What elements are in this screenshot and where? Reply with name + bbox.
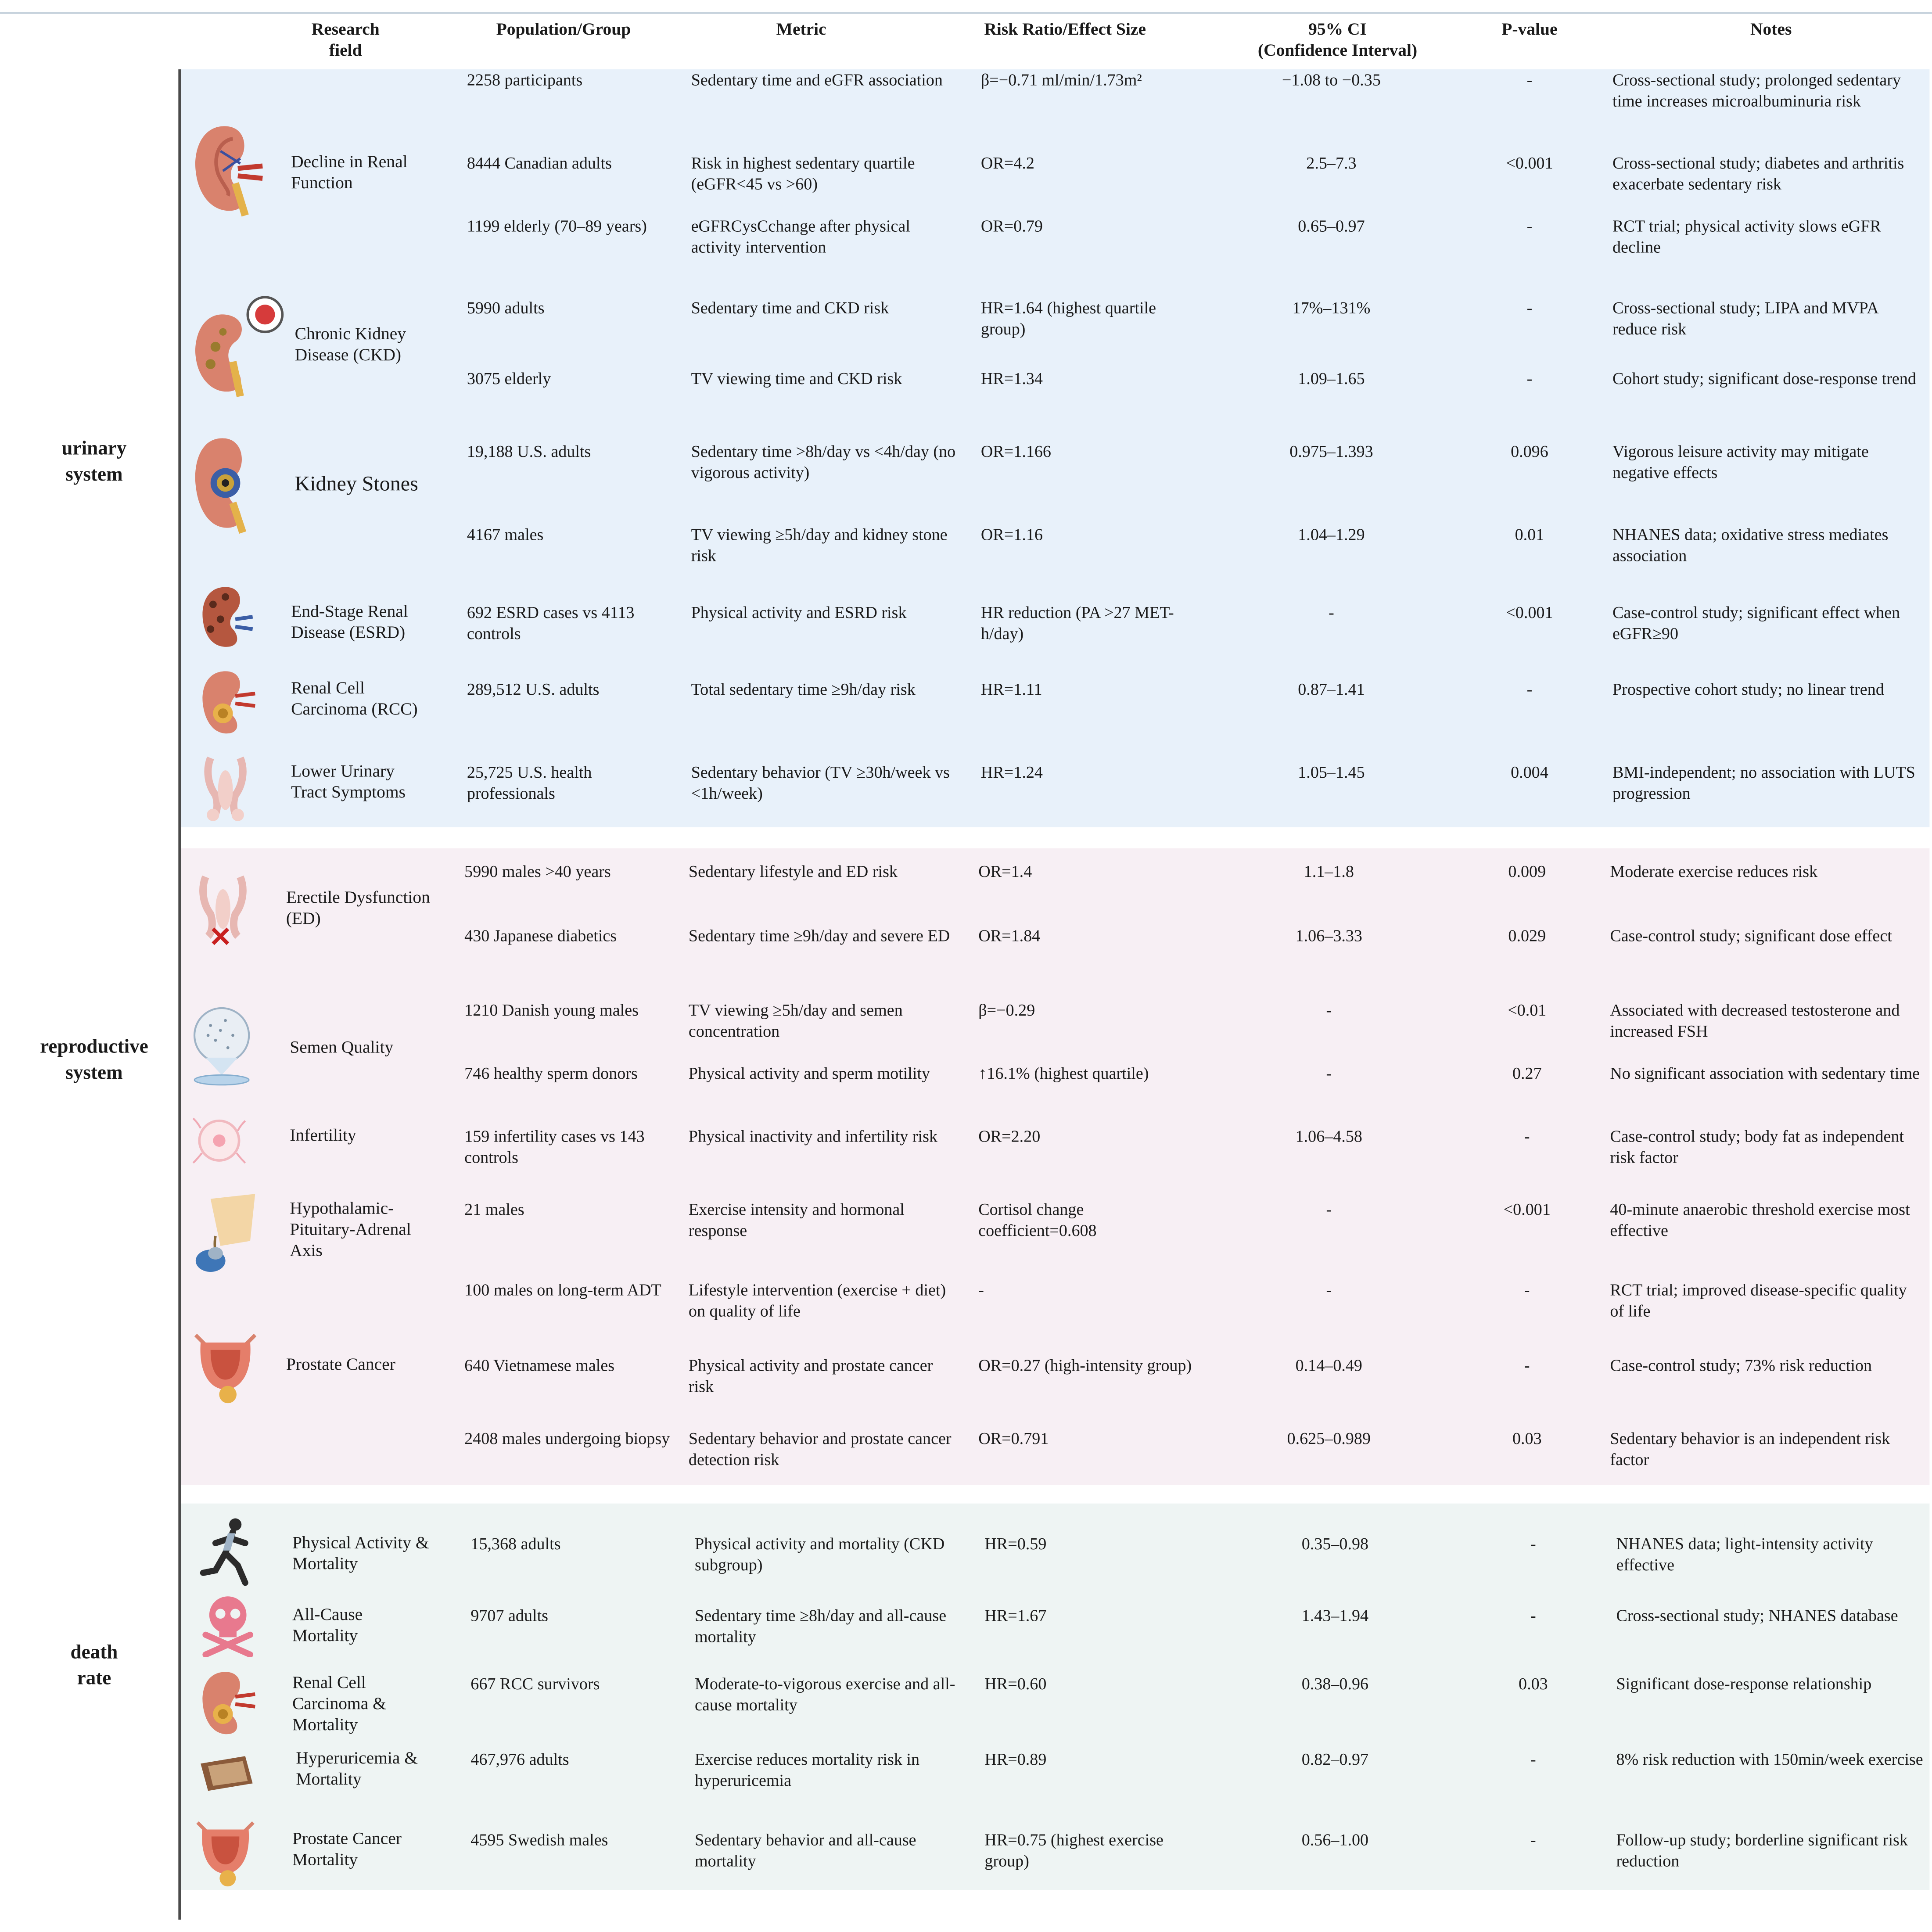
runner-icon	[198, 1516, 260, 1588]
cell-notes: Cross-sectional study; NHANES database	[1616, 1606, 1898, 1625]
cell-notes: No significant association with sedentary time	[1610, 1063, 1920, 1083]
cell-population: 5990 adults	[467, 298, 545, 317]
uric-crystal-icon	[196, 1754, 258, 1793]
cell-ci: 1.43–1.94	[1301, 1606, 1369, 1625]
cell-p: -	[1526, 216, 1533, 236]
cell-metric: Exercise intensity and hormonal response	[688, 1200, 905, 1240]
cell-metric: Sedentary lifestyle and ED risk	[688, 862, 898, 881]
cell-p: 0.03	[1512, 1429, 1542, 1448]
cell-risk: HR=1.34	[980, 369, 1043, 388]
cell-metric: Sedentary time ≥8h/day and all-cause mortality	[695, 1606, 947, 1646]
field-rcc: Renal Cell Carcinoma (RCC)	[291, 680, 418, 720]
cell-ci: 0.975–1.393	[1289, 442, 1373, 461]
cell-metric: Sedentary time and CKD risk	[691, 298, 889, 317]
petri-dish-icon	[191, 1003, 253, 1090]
cell-population: 19,188 U.S. adults	[467, 442, 591, 461]
cell-metric: Sedentary time and eGFR association	[691, 70, 943, 90]
cell-population: 746 healthy sperm donors	[464, 1063, 638, 1083]
cell-risk: Cortisol change coefficient=0.608	[978, 1200, 1097, 1240]
field-ed: Erectile Dysfunction (ED)	[286, 889, 430, 929]
cell-p: 0.27	[1512, 1063, 1542, 1083]
cell-metric: eGFRCysCchange after physical activity intervention	[691, 216, 910, 257]
cell-ci: 0.14–0.49	[1295, 1356, 1362, 1375]
cell-notes: Sedentary behavior is an independent risk factor	[1610, 1429, 1890, 1469]
cell-ci: 0.56–1.00	[1301, 1830, 1369, 1849]
cell-p: -	[1524, 1280, 1530, 1300]
cell-risk: HR=1.67	[984, 1606, 1047, 1625]
field-esrd: End-Stage Renal Disease (ESRD)	[291, 603, 408, 643]
field-prostate: Prostate Cancer	[286, 1356, 395, 1375]
cell-notes: Cross-sectional study; LIPA and MVPA reduce risk	[1612, 298, 1878, 338]
cell-risk: -	[978, 1280, 984, 1300]
cell-metric: Exercise reduces mortality risk in hyperuricemia	[695, 1750, 920, 1790]
cell-p: 0.009	[1508, 862, 1546, 881]
cell-ci: 1.05–1.45	[1298, 763, 1365, 782]
cell-risk: OR=0.27 (high-intensity group)	[978, 1356, 1192, 1375]
cell-ci: -	[1326, 1001, 1332, 1020]
cell-metric: Sedentary behavior and all-cause mortality	[695, 1830, 916, 1870]
cell-p: -	[1530, 1750, 1536, 1769]
cell-ci: 2.5–7.3	[1306, 153, 1357, 172]
header-p-value: P-value	[1501, 21, 1558, 40]
cell-risk: OR=2.20	[978, 1127, 1041, 1146]
cell-notes: RCT trial; improved disease-specific quality of life	[1610, 1280, 1907, 1321]
cell-metric: Total sedentary time ≥9h/day risk	[691, 680, 916, 699]
cell-notes: Cross-sectional study; diabetes and arthritis exacerbate sedentary risk	[1612, 153, 1904, 194]
cell-population: 4595 Swedish males	[470, 1830, 608, 1849]
cell-population: 667 RCC survivors	[470, 1674, 600, 1693]
cell-p: <0.01	[1508, 1001, 1547, 1020]
cell-metric: Physical activity and mortality (CKD subgroup)	[695, 1534, 945, 1574]
cell-notes: Cohort study; significant dose-response trend	[1612, 369, 1916, 388]
system-label-urinary: urinary system	[61, 438, 127, 486]
field-hyperuricemia: Hyperuricemia & Mortality	[296, 1750, 418, 1790]
cell-p: 0.029	[1508, 926, 1546, 945]
cell-population: 25,725 U.S. health professionals	[467, 763, 592, 803]
bladder-prostate-icon	[191, 1816, 260, 1890]
cell-risk: OR=0.791	[978, 1429, 1049, 1448]
cell-population: 692 ESRD cases vs 4113 controls	[467, 603, 635, 643]
cell-p: -	[1530, 1534, 1536, 1553]
cell-notes: Follow-up study; borderline significant risk reduction	[1616, 1830, 1908, 1870]
cell-metric: Physical activity and prostate cancer risk	[688, 1356, 933, 1396]
cell-ci: 17%–131%	[1292, 298, 1371, 317]
cell-notes: 40-minute anaerobic threshold exercise most effective	[1610, 1200, 1910, 1240]
brain-pituitary-icon	[186, 1192, 260, 1276]
cell-metric: TV viewing time and CKD risk	[691, 369, 902, 388]
cell-population: 9707 adults	[470, 1606, 548, 1625]
cell-notes: Case-control study; 73% risk reduction	[1610, 1356, 1872, 1375]
cell-risk: β=−0.71 ml/min/1.73m²	[980, 70, 1142, 90]
cell-ci: 1.1–1.8	[1304, 862, 1354, 881]
cell-risk: OR=4.2	[980, 153, 1034, 172]
cell-p: -	[1526, 298, 1533, 317]
cell-ci: 1.09–1.65	[1298, 369, 1365, 388]
cell-notes: Case-control study; significant effect when eGFR≥90	[1612, 603, 1900, 643]
section-divider-line	[178, 69, 181, 1920]
cell-population: 640 Vietnamese males	[464, 1356, 615, 1375]
cell-ci: 1.04–1.29	[1298, 525, 1365, 544]
cell-metric: Moderate-to-vigorous exercise and all-cause mortality	[695, 1674, 955, 1714]
top-rule	[0, 12, 1932, 14]
cell-ci: -	[1326, 1200, 1332, 1219]
cell-ci: 0.625–0.989	[1287, 1429, 1371, 1448]
cell-metric: TV viewing ≥5h/day and kidney stone risk	[691, 525, 948, 565]
kidney-stone-icon	[191, 434, 265, 535]
cell-notes: NHANES data; oxidative stress mediates association	[1612, 525, 1889, 565]
cell-notes: 8% risk reduction with 150min/week exercise	[1616, 1750, 1923, 1769]
cell-notes: Vigorous leisure activity may mitigate negative effects	[1612, 442, 1869, 482]
cell-ci: 0.38–0.96	[1301, 1674, 1369, 1693]
cell-population: 8444 Canadian adults	[467, 153, 612, 172]
cell-metric: TV viewing ≥5h/day and semen concentration	[688, 1001, 903, 1041]
cell-p: -	[1526, 369, 1533, 388]
cell-p: -	[1526, 70, 1533, 90]
cell-p: -	[1526, 680, 1533, 699]
cell-risk: OR=1.16	[980, 525, 1043, 544]
cell-ci: 0.82–0.97	[1301, 1750, 1369, 1769]
cell-notes: Significant dose-response relationship	[1616, 1674, 1872, 1693]
cell-ci: −1.08 to −0.35	[1282, 70, 1381, 90]
urinary-tract-icon	[198, 753, 252, 822]
cell-risk: HR=1.24	[980, 763, 1043, 782]
cell-p: -	[1524, 1127, 1530, 1146]
header-confidence-interval: 95% CI (Confidence Interval)	[1257, 21, 1418, 61]
header-research-field: Research field	[311, 21, 380, 61]
cell-p: 0.004	[1511, 763, 1548, 782]
cell-population: 5990 males >40 years	[464, 862, 611, 881]
header-metric: Metric	[776, 21, 826, 40]
cell-ci: 0.65–0.97	[1298, 216, 1365, 236]
cell-p: -	[1530, 1830, 1536, 1849]
cell-notes: Prospective cohort study; no linear trend	[1612, 680, 1884, 699]
cell-ci: 1.06–3.33	[1295, 926, 1362, 945]
cell-population: 1210 Danish young males	[464, 1001, 639, 1020]
cell-p: -	[1530, 1606, 1536, 1625]
cell-metric: Risk in highest sedentary quartile (eGFR<45 vs >60)	[691, 153, 915, 194]
header-population: Population/Group	[496, 21, 631, 40]
cell-metric: Sedentary time ≥9h/day and severe ED	[688, 926, 950, 945]
cell-p: <0.001	[1506, 153, 1553, 172]
field-prostate-mortality: Prostate Cancer Mortality	[292, 1830, 402, 1870]
field-kidney-stones: Kidney Stones	[294, 472, 418, 496]
cell-risk: ↑16.1% (highest quartile)	[978, 1063, 1149, 1083]
cell-notes: NHANES data; light-intensity activity effective	[1616, 1534, 1873, 1574]
cell-notes: Case-control study; body fat as independent risk factor	[1610, 1127, 1904, 1167]
cell-p: 0.096	[1511, 442, 1548, 461]
field-infertility: Infertility	[290, 1127, 356, 1146]
field-semen: Semen Quality	[290, 1039, 394, 1058]
cell-metric: Physical activity and sperm motility	[688, 1063, 930, 1083]
field-rcc-mortality: Renal Cell Carcinoma & Mortality	[292, 1674, 386, 1735]
field-renal-decline: Decline in Renal Function	[291, 153, 408, 194]
cell-ci: -	[1326, 1280, 1332, 1300]
field-hpa: Hypothalamic-Pituitary-Adrenal Axis	[290, 1200, 411, 1261]
cell-population: 15,368 adults	[470, 1534, 561, 1553]
header-risk-ratio: Risk Ratio/Effect Size	[984, 21, 1146, 40]
cell-notes: Case-control study; significant dose effect	[1610, 926, 1892, 945]
failing-kidney-icon	[198, 585, 257, 651]
cell-risk: β=−0.29	[978, 1001, 1035, 1020]
cell-population: 2408 males undergoing biopsy	[464, 1429, 670, 1448]
cell-risk: HR=1.64 (highest quartile group)	[980, 298, 1156, 338]
cell-population: 289,512 U.S. adults	[467, 680, 600, 699]
cell-ci: -	[1329, 603, 1334, 622]
kidney-icon	[191, 122, 268, 218]
cell-notes: Associated with decreased testosterone and increased FSH	[1610, 1001, 1900, 1041]
cell-metric: Physical inactivity and infertility risk	[688, 1127, 938, 1146]
kidney-tumor-icon	[198, 1670, 260, 1739]
reproductive-organ-x-icon	[193, 872, 252, 952]
cell-metric: Sedentary time >8h/day vs <4h/day (no vigorous activity)	[691, 442, 956, 482]
cell-p: <0.001	[1506, 603, 1553, 622]
cell-population: 3075 elderly	[467, 369, 551, 388]
cell-metric: Physical activity and ESRD risk	[691, 603, 907, 622]
cell-population: 2258 participants	[467, 70, 583, 90]
skull-crossbones-icon	[198, 1590, 257, 1657]
cell-risk: HR=0.75 (highest exercise group)	[984, 1830, 1164, 1870]
cell-p: -	[1524, 1356, 1530, 1375]
cell-risk: HR reduction (PA >27 MET-h/day)	[980, 603, 1174, 643]
field-luts: Lower Urinary Tract Symptoms	[291, 763, 406, 803]
system-label-death: death rate	[70, 1642, 118, 1689]
cell-risk: HR=1.11	[980, 680, 1042, 699]
cell-population: 21 males	[464, 1200, 524, 1219]
cell-metric: Sedentary behavior and prostate cancer detection risk	[688, 1429, 952, 1469]
cell-population: 467,976 adults	[470, 1750, 569, 1769]
cell-notes: Moderate exercise reduces risk	[1610, 862, 1818, 881]
cell-ci: 1.06–4.58	[1295, 1127, 1362, 1146]
field-ckd: Chronic Kidney Disease (CKD)	[294, 326, 406, 366]
header-notes: Notes	[1750, 21, 1792, 40]
cell-risk: OR=1.84	[978, 926, 1041, 945]
cell-p: 0.01	[1515, 525, 1544, 544]
cell-metric: Sedentary behavior (TV ≥30h/week vs <1h/week)	[691, 763, 950, 803]
cell-notes: BMI-independent; no association with LUTS progression	[1612, 763, 1915, 803]
bladder-prostate-icon	[191, 1328, 260, 1407]
cell-population: 100 males on long-term ADT	[464, 1280, 661, 1300]
cell-risk: OR=0.79	[980, 216, 1043, 236]
cell-ci: 0.87–1.41	[1298, 680, 1365, 699]
cell-notes: RCT trial; physical activity slows eGFR decline	[1612, 216, 1881, 257]
cell-metric: Lifestyle intervention (exercise + diet) on quality of life	[688, 1280, 946, 1321]
cell-population: 1199 elderly (70–89 years)	[467, 216, 647, 236]
cell-population: 159 infertility cases vs 143 controls	[464, 1127, 645, 1167]
sperm-egg-icon	[186, 1109, 252, 1173]
field-allcause: All-Cause Mortality	[292, 1606, 363, 1646]
cell-notes: Cross-sectional study; prolonged sedentary time increases microalbuminuria risk	[1612, 70, 1901, 111]
field-pa-mortality: Physical Activity & Mortality	[292, 1534, 429, 1574]
cell-risk: HR=0.59	[984, 1534, 1047, 1553]
cell-p: <0.001	[1503, 1200, 1551, 1219]
cell-risk: HR=0.60	[984, 1674, 1047, 1693]
system-label-reproductive: reproductive system	[40, 1036, 148, 1084]
cell-p: 0.03	[1519, 1674, 1548, 1693]
cell-ci: -	[1326, 1063, 1332, 1083]
cell-population: 4167 males	[467, 525, 544, 544]
kidney-tumor-icon	[198, 669, 260, 738]
diseased-kidney-icon	[191, 295, 290, 399]
cell-ci: 0.35–0.98	[1301, 1534, 1369, 1553]
cell-population: 430 Japanese diabetics	[464, 926, 617, 945]
cell-risk: HR=0.89	[984, 1750, 1047, 1769]
cell-risk: OR=1.166	[980, 442, 1052, 461]
cell-risk: OR=1.4	[978, 862, 1032, 881]
